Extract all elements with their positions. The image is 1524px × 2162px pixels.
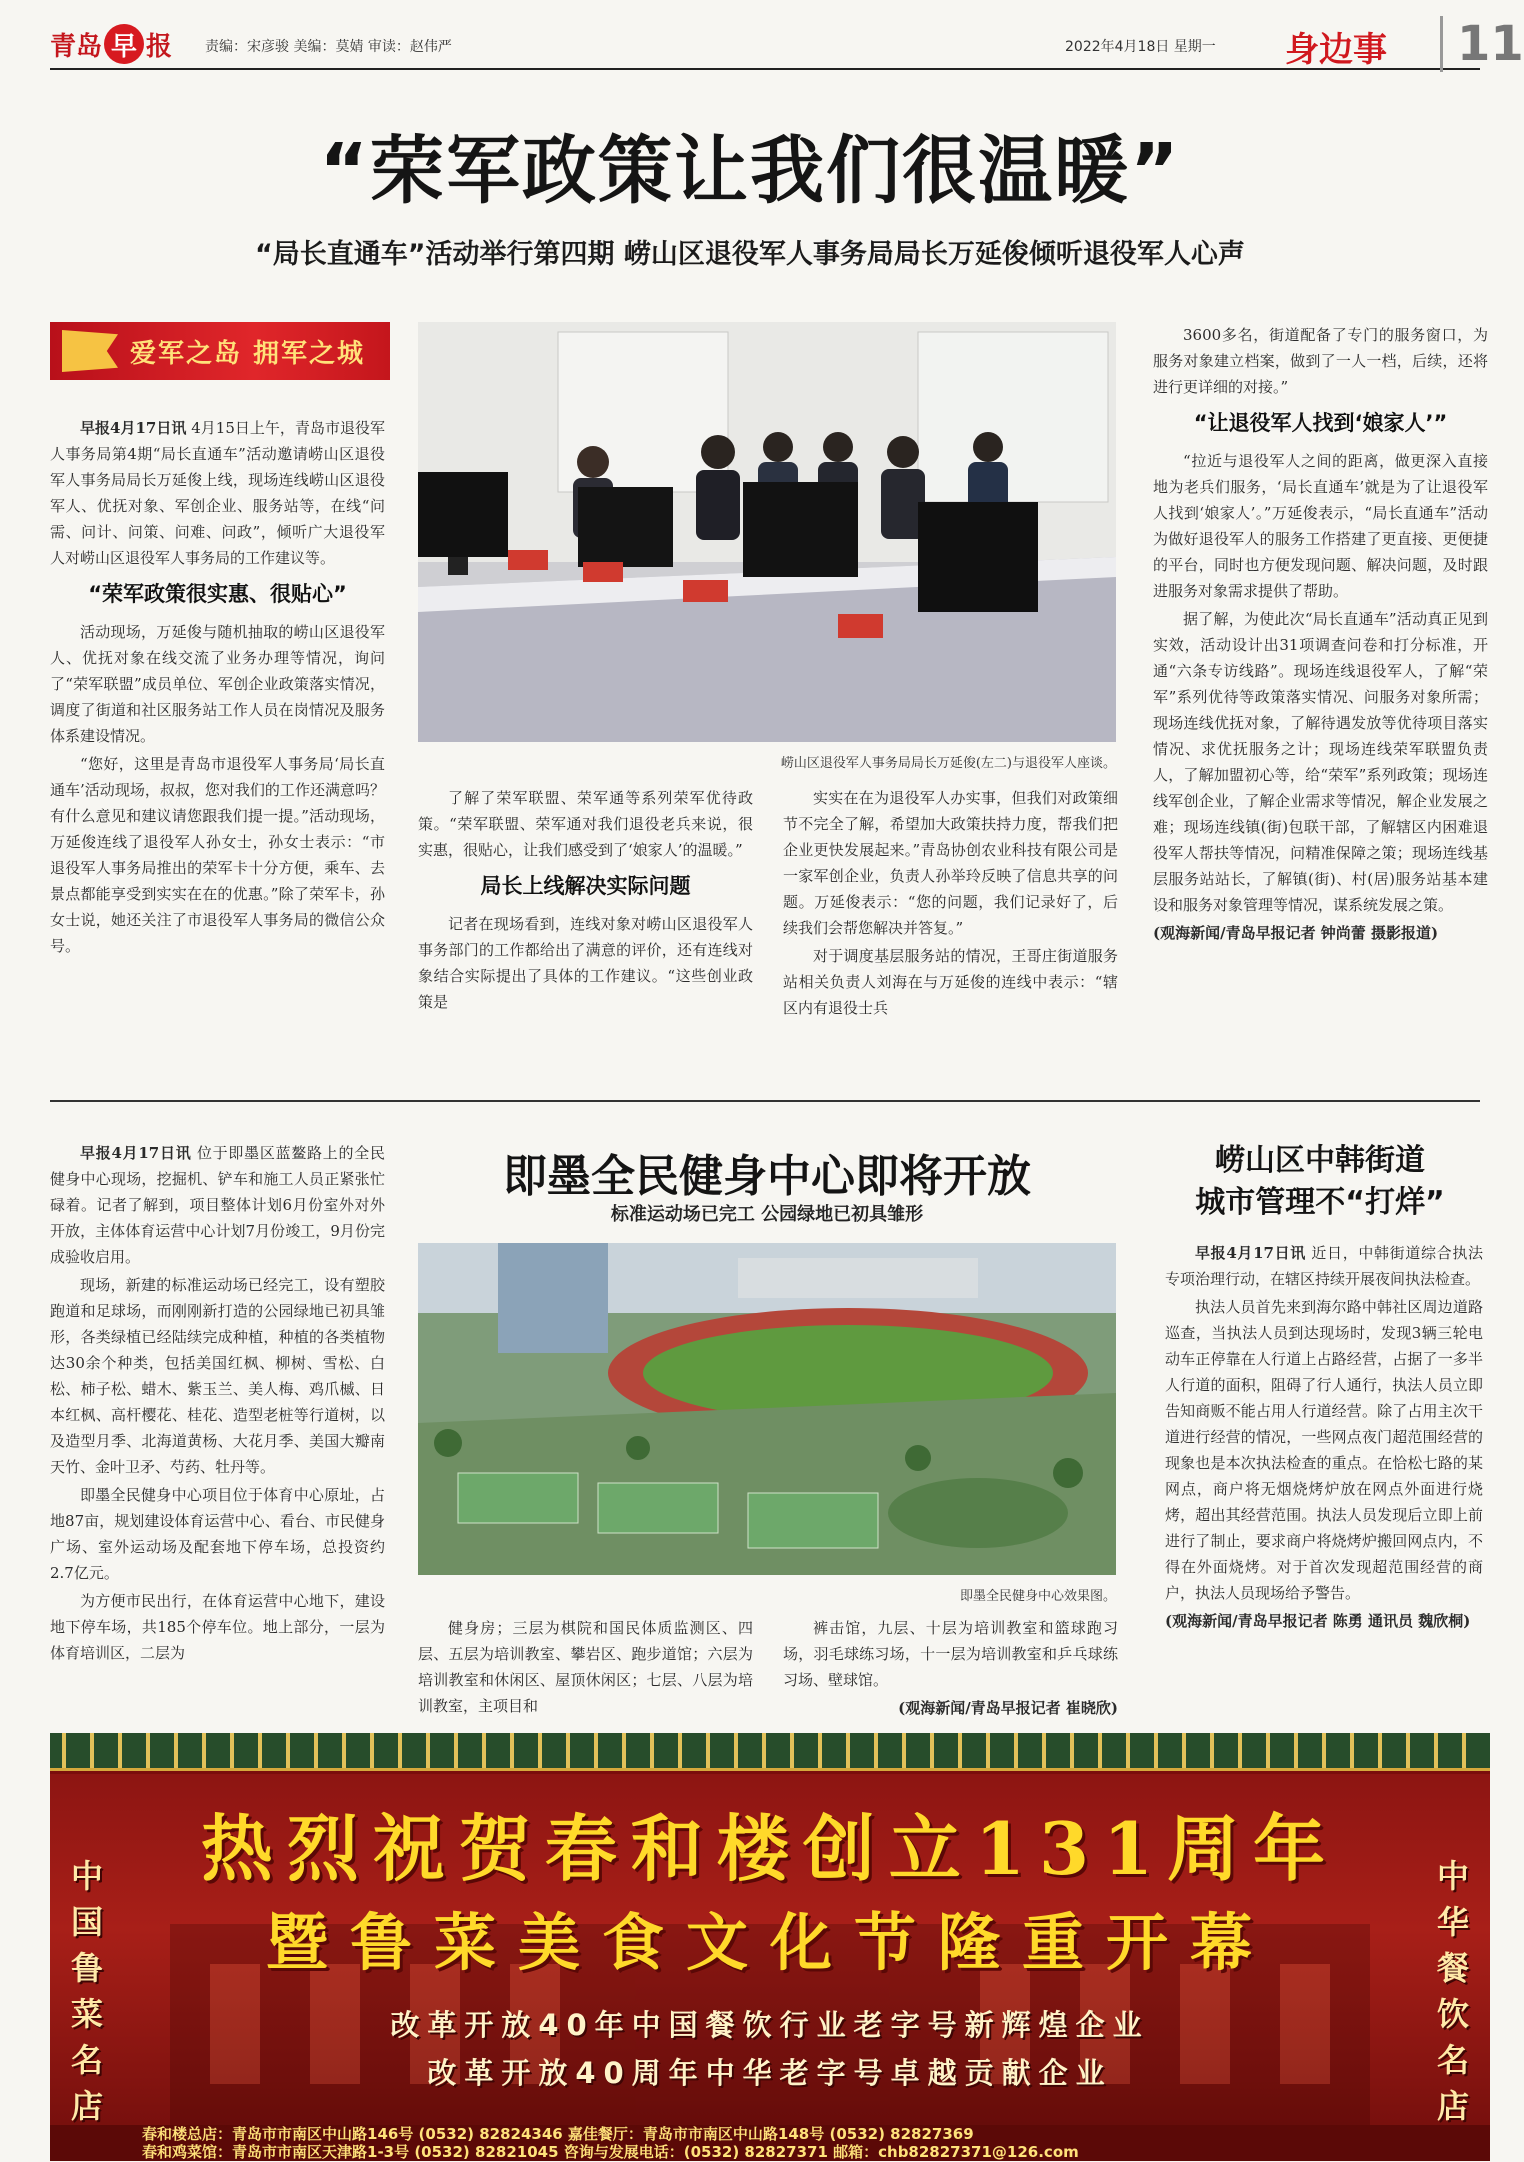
paragraph: 为方便市民出行，在体育运营中心地下，建设地下停车场，共185个停车位。地上部分，一层为体育培训区，二层为 bbox=[50, 1592, 385, 1662]
story3-headline bbox=[1160, 1140, 1480, 1224]
paragraph: 据了解，为使此次“局长直通车”活动真正见到实效，活动设计出31项调查问卷和打分标准，开通“六条专访线路”。现场连线退役军人，了解“荣军”系列优待等政策落实情况、问服务对象所需；现场连线优抚对象，了解待遇发放等优待项目落实情况、求优抚服务之计；现场连线荣军联盟负责人，了解加盟初心等，给“荣军”系列政策；现场连线军创企业，了解企业需求等情况，解企业发展之难；现场连线镇(街)包联干部，了解辖区内困难退役军人帮扶等情况，问精准保障之策；现场连线基层服务站站长，了解镇(街)、村(居)服务站基本建设和服务对象管理等情况，谋系统发展之策。 bbox=[1153, 610, 1488, 914]
ad-contact-line: 春和楼总店：青岛市市南区中山路146号 (0532) 82824346 嘉佳餐厅：青岛市市南区中山路148号 (0532) 82827369 bbox=[142, 2125, 974, 2143]
logo-text-left: 青岛 bbox=[50, 31, 103, 62]
story3-column bbox=[1165, 1240, 1483, 1636]
paragraph: 位于即墨区蓝鳌路上的全民健身中心现场，挖掘机、铲车和施工人员正紧张忙碌着。记者了解到，项目整体计划6月份室外对外开放，主体体育运营中心计划7月份竣工，9月份完成验收启用。 bbox=[50, 1144, 385, 1266]
ad-headline: 热烈祝贺春和楼创立131周年 bbox=[200, 1806, 1340, 1891]
paragraph: 近日，中韩街道综合执法专项治理行动，在辖区持续开展夜间执法检查。 bbox=[1165, 1244, 1483, 1288]
section-divider bbox=[50, 1100, 1480, 1102]
lead-column-4 bbox=[1153, 322, 1488, 948]
story3-headline-line2: 城市管理不“打烊” bbox=[1195, 1185, 1445, 1220]
dateline-lead: 早报4月17日讯 bbox=[80, 419, 187, 437]
dateline-lead: 早报4月17日讯 bbox=[1195, 1244, 1306, 1262]
issue-date: 2022年4月18日 星期一 bbox=[1065, 39, 1216, 55]
meeting-photo bbox=[418, 322, 1116, 742]
lead-column-3 bbox=[783, 785, 1118, 1023]
editors-line: 责编：宋彦骏 美编：莫婧 审读：赵伟严 bbox=[205, 39, 452, 55]
subsection-heading: 局长上线解决实际问题 bbox=[480, 874, 691, 898]
subsection-heading: “让退役军人找到‘娘家人’” bbox=[1193, 411, 1448, 435]
photo-caption: 崂山区退役军人事务局局长万延俊(左二)与退役军人座谈。 bbox=[780, 756, 1116, 771]
flag-icon bbox=[62, 330, 118, 372]
dateline-lead: 早报4月17日讯 bbox=[80, 1144, 192, 1162]
lead-column-1 bbox=[50, 415, 385, 961]
ad-contact-footer bbox=[50, 2125, 1490, 2161]
paragraph: 记者在现场看到，连线对象对崂山区退役军人事务部门的工作都给出了满意的评价，还有连线对象结合实际提出了具体的工作建议。“这些创业政策是 bbox=[418, 915, 753, 1011]
lead-headline: “荣军政策让我们很温暖” bbox=[319, 128, 1181, 214]
paragraph: 4月15日上午，青岛市退役军人事务局第4期“局长直通车”活动邀请崂山区退役军人事务局局长万延俊上线，现场连线崂山区退役军人、优抚对象、军创企业、服务站等，在线“问需、问计、问策、问难、问政”，倾听广大退役军人对崂山区退役军人事务局的工作建议等。 bbox=[50, 419, 385, 567]
story2-column-3 bbox=[783, 1615, 1118, 1723]
paragraph: 健身房；三层为棋院和国民体质监测区、四层、五层为培训教室、攀岩区、跑步道馆；六层为培训教室和休闲区、屋顶休闲区；七层、八层为培训教室，主项目和 bbox=[418, 1619, 753, 1715]
paragraph: 现场，新建的标准运动场已经完工，设有塑胶跑道和足球场，而刚刚新打造的公园绿地已初具雏形，各类绿植已经陆续完成种植，种植的各类植物达30余个种类，包括美国红枫、柳树、雪松、白松、柿子松、蜡木、紫玉兰、美人梅、鸡爪槭、日本红枫、高杆樱花、桂花、造型老桩等行道树，以及造型月季、北海道黄杨、大花月季、美国大瓣南天竹、金叶卫矛、芍药、牡丹等。 bbox=[50, 1276, 385, 1476]
paragraph: 裤击馆，九层、十层为培训教室和篮球跑习场，羽毛球练习场，十一层为培训教室和乒乓球练习场、壁球馆。 bbox=[783, 1619, 1118, 1689]
paragraph: “拉近与退役军人之间的距离，做更深入直接地为老兵们服务，‘局长直通车’就是为了让退役军人找到‘娘家人’。”万延俊表示，“局长直通车”活动为做好退役军人的服务工作搭建了更直接、更便捷的平台，同时也方便发现问题、解决问题，及时跟进服务对象需求提供了帮助。 bbox=[1153, 452, 1488, 600]
campaign-banner bbox=[50, 322, 390, 380]
masthead bbox=[50, 16, 1524, 72]
lead-column-2 bbox=[418, 785, 753, 1017]
ad-side-label-right: 中华餐饮名店 bbox=[1436, 1857, 1469, 2125]
story3-headline-line1: 崂山区中韩街道 bbox=[1215, 1143, 1425, 1178]
subsection-heading: “荣军政策很实惠、很贴心” bbox=[88, 582, 347, 606]
logo-text-right: 报 bbox=[146, 31, 173, 62]
paragraph: 执法人员首先来到海尔路中韩社区周边道路巡查，当执法人员到达现场时，发现3辆三轮电动车正停靠在人行道上占路经营，占据了一多半人行道的面积，阻碍了行人通行，执法人员立即告知商贩不能占用人行道经营。除了占用主次干道进行经营的情况，一些网点夜门超范围经营的现象也是本次执法检查的重点。在恰松七路的某网点，商户将无烟烧烤炉放在网点外面进行烧烤，超出其经营范围。执法人员发现后立即上前进行了制止，要求商户将烧烤炉搬回网点内，不得在外面烧烤。对于首次发现超范围经营的商户，执法人员现场给予警告。 bbox=[1165, 1298, 1483, 1602]
ad-subheadline: 暨鲁菜美食文化节隆重开幕 bbox=[265, 1906, 1274, 1979]
ad-pattern-border bbox=[50, 1733, 1490, 1771]
byline: (观海新闻/青岛早报记者 钟尚蕾 摄影报道) bbox=[1153, 924, 1439, 942]
paragraph: 即墨全民健身中心项目位于体育中心原址，占地87亩，规划建设体育运营中心、看台、市民健身广场、室外运动场及配套地下停车场，总投资约2.7亿元。 bbox=[50, 1486, 385, 1582]
ad-side-label-left: 中国鲁菜名店 bbox=[70, 1857, 103, 2125]
paragraph: “您好，这里是青岛市退役军人事务局‘局长直通车’活动现场，叔叔，您对我们的工作还满意吗？有什么意见和建议请您跟我们提一提。”活动现场，万延俊连线了退役军人孙女士，孙女士表示：“市退役军人事务局推出的荣军卡十分方便，乘车、去景点都能享受到实实在在的优惠。”除了荣军卡，孙女士说，她还关注了市退役军人事务局的微信公众号。 bbox=[50, 755, 385, 955]
ad-honor-line: 改革开放40周年中华老字号卓越贡献企业 bbox=[427, 2056, 1113, 2090]
paragraph: 实实在在为退役军人办实事，但我们对政策细节不完全了解，希望加大政策扶持力度，帮我们把企业更快发展起来。”青岛协创农业科技有限公司是一家军创企业，负责人孙举玲反映了信息共享的问题。万延俊表示：“您的问题，我们记录好了，后续我们会帮您解决并答复。” bbox=[783, 789, 1118, 937]
section-title: 身边事 bbox=[1285, 30, 1387, 70]
newspaper-logo bbox=[50, 24, 172, 64]
story2-column-1 bbox=[50, 1140, 385, 1668]
story2-subheadline: 标准运动场已完工 公园绿地已初具雏形 bbox=[610, 1204, 924, 1225]
byline: (观海新闻/青岛早报记者 陈勇 通讯员 魏欣桐) bbox=[1165, 1612, 1471, 1630]
photo-caption: 即墨全民健身中心效果图。 bbox=[959, 1589, 1116, 1604]
lead-subheadline: “局长直通车”活动举行第四期 崂山区退役军人事务局局长万延俊倾听退役军人心声 bbox=[255, 239, 1245, 270]
byline: (观海新闻/青岛早报记者 崔晓欣) bbox=[898, 1699, 1118, 1717]
campaign-banner-text: 爱军之岛 拥军之城 bbox=[130, 338, 366, 369]
story2-headline: 即墨全民健身中心即将开放 bbox=[503, 1151, 1031, 1202]
ad-honor-line: 改革开放40年中国餐饮行业老字号新辉煌企业 bbox=[390, 2008, 1150, 2042]
sports-center-rendering bbox=[418, 1243, 1116, 1575]
story2-column-2 bbox=[418, 1615, 753, 1721]
paragraph: 3600多名，街道配备了专门的服务窗口，为服务对象建立档案，做到了一人一档，后续，还将进行更详细的对接。” bbox=[1153, 326, 1488, 396]
page-number: 11 bbox=[1440, 16, 1524, 72]
logo-mark: 早 bbox=[104, 24, 144, 64]
restaurant-advertisement bbox=[50, 1733, 1490, 2161]
paragraph: 对于调度基层服务站的情况，王哥庄街道服务站相关负责人刘海在与万延俊的连线中表示：“辖区内有退役士兵 bbox=[783, 947, 1118, 1017]
paragraph: 了解了荣军联盟、荣军通等系列荣军优待政策。“荣军联盟、荣军通对我们退役老兵来说，很实惠，很贴心，让我们感受到了‘娘家人’的温暖。” bbox=[418, 789, 753, 859]
paragraph: 活动现场，万延俊与随机抽取的崂山区退役军人、优抚对象在线交流了业务办理等情况，询问了“荣军联盟”成员单位、军创企业政策落实情况，调度了街道和社区服务站工作人员在岗情况及服务体系建设情况。 bbox=[50, 623, 385, 745]
ad-contact-line: 春和鸡菜馆：青岛市市南区天津路1-3号 (0532) 82821045 咨询与发展电话：(0532) 82827371 邮箱：chb82827371@126.com bbox=[142, 2143, 1079, 2161]
